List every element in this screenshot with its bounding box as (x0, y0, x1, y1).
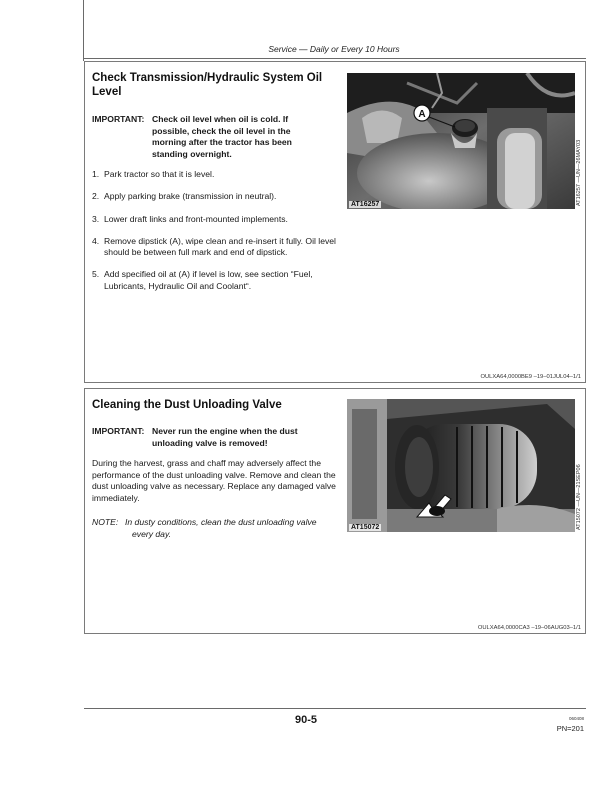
step-item: 2. Apply parking brake (transmission in neutral). (92, 191, 277, 202)
photo-side-code: AT15072 —UN—21SEP06 (576, 464, 582, 530)
print-date-code: 060408 (568, 716, 584, 721)
note (92, 517, 342, 540)
section-footer-code: OULXA64,0000CA3 –19–06AUG03–1/1 (477, 625, 581, 631)
photo-side-code: AT16257 —UN—26MAY03 (576, 139, 582, 206)
important-label: IMPORTANT: (92, 114, 145, 124)
air-filter-photo (347, 399, 575, 532)
section-dust-unloading-valve (84, 388, 586, 634)
note-text-line1: In dusty conditions, clean the dust unloading valve (125, 517, 317, 527)
section-check-oil-level (84, 61, 586, 383)
step-item: 1. Park tractor so that it is level. (92, 169, 215, 179)
photo-id: AT16257 (351, 201, 380, 208)
running-head: Service — Daily or Every 10 Hours (268, 44, 400, 54)
note-label: NOTE: (92, 517, 119, 527)
photo-id: AT15072 (351, 524, 380, 531)
step-item: 4. Remove dipstick (A), wipe clean and re-insert it fully. Oil level should be between full mark and end of dipstick. (92, 235, 336, 258)
page-number: 90-5 (294, 714, 318, 726)
footer-rule (84, 708, 586, 709)
section-footer-code: OULXA64,0000BE9 –19–01JUL04–1/1 (480, 374, 581, 380)
step-item: 5. Add specified oil at (A) if level is low, see section “Fuel, Lubricants, Hydraulic Oil and Coolant“. (92, 269, 313, 291)
step-item: 3. Lower draft links and front-mounted implements. (92, 213, 288, 224)
body-paragraph: During the harvest, grass and chaff may adversely affect the performance of the dust unloading valve. Remove and clean the dust unloading valve as necessary. Replace any damaged valve immediately. (92, 458, 336, 503)
section-title: Check Transmission/Hydraulic System Oil Level (92, 72, 323, 98)
procedure-steps (92, 169, 340, 303)
pn-code: PN=201 (556, 724, 584, 733)
section-title: Cleaning the Dust Unloading Valve (92, 399, 282, 411)
svg-text:A: A (418, 109, 426, 120)
important-text: Never run the engine when the dust unloading valve is removed! (152, 426, 298, 448)
header-rule (83, 58, 586, 59)
important-label: IMPORTANT: (92, 426, 145, 436)
note-text-line2: every day. (132, 528, 172, 539)
important-text: Check oil level when oil is cold. If possible, check the oil level in the morning after the tractor has been standing overnight. (152, 114, 292, 159)
dipstick-photo (347, 73, 575, 209)
